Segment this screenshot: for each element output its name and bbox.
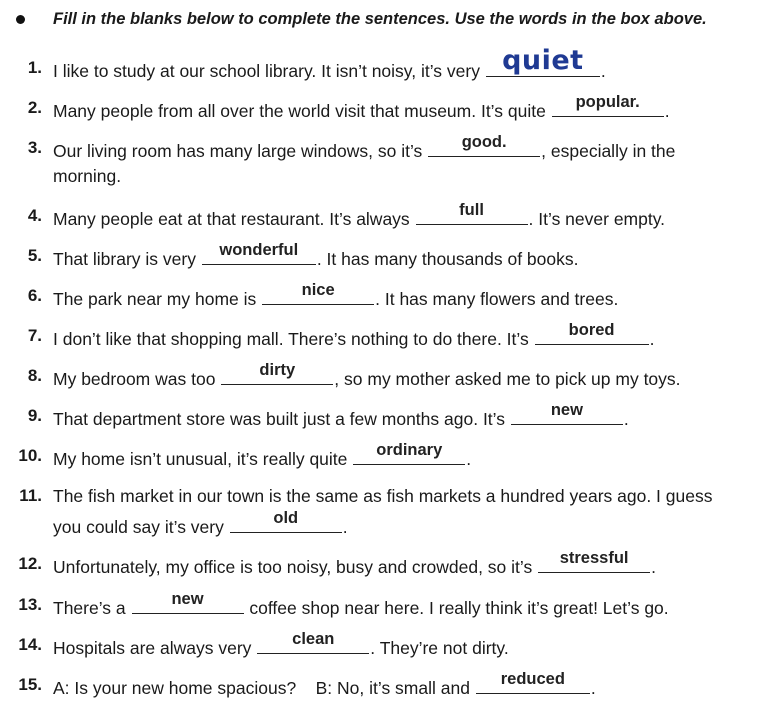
sentence-text: That department store was built just a few months ago. It’s: [53, 409, 510, 429]
question-1: [0, 45, 781, 82]
bullet-icon: [16, 15, 25, 24]
answer-text: wonderful: [219, 241, 299, 259]
sentence-text: . It has many flowers and trees.: [375, 289, 619, 309]
answer-blank[interactable]: [428, 133, 540, 157]
answer-text: old: [273, 509, 299, 527]
sentence-text: The park near my home is: [53, 289, 262, 309]
question-2: [0, 93, 781, 122]
answer-text: bored: [568, 321, 615, 339]
sentence-text: .: [623, 409, 629, 429]
answer-text: dirty: [259, 361, 296, 379]
question-number: 1.: [27, 58, 42, 77]
question-number: 8.: [27, 366, 42, 385]
answer-blank[interactable]: [257, 630, 369, 654]
answer-text: good.: [461, 133, 507, 151]
answer-text: reduced: [500, 670, 565, 688]
question-number: 2.: [27, 98, 42, 117]
sentence-text: Our living room has many large windows, so it’s: [53, 141, 428, 161]
answer-blank[interactable]: [535, 321, 649, 345]
question-number: 3.: [27, 138, 42, 157]
question-number: 7.: [27, 326, 42, 345]
sentence-text: My bedroom was too: [53, 369, 221, 389]
sentence-text: .: [466, 449, 472, 469]
answer-blank[interactable]: [538, 549, 650, 573]
sentence-text: morning.: [53, 166, 122, 186]
question-12: [0, 549, 781, 578]
question-number: 4.: [27, 206, 42, 225]
instructions: [0, 8, 781, 32]
answer-blank[interactable]: [262, 281, 374, 305]
sentence-text: , so my mother asked me to pick up my toys.: [334, 369, 681, 389]
sentence-text: .: [651, 557, 656, 577]
sentence-text: .: [342, 517, 348, 537]
question-number: 12.: [18, 554, 42, 573]
sentence-text: A: Is your new home spacious? B: No, it’s small and: [53, 678, 475, 698]
instruction-text: Fill in the blanks below to complete the sentences. Use the words in the box above.: [53, 10, 707, 28]
question-number: 13.: [18, 595, 42, 614]
answer-blank[interactable]: [353, 441, 465, 465]
sentence-text: My home isn’t unusual, it’s really quite: [53, 449, 353, 469]
answer-text: new: [550, 401, 583, 419]
sentence-text: I don’t like that shopping mall. There’s nothing to do there. It’s: [53, 329, 534, 349]
question-number: 11.: [19, 486, 42, 505]
answer-blank[interactable]: [132, 590, 244, 614]
answer-blank[interactable]: [221, 361, 333, 385]
question-14: [0, 630, 781, 659]
answer-blank[interactable]: [230, 509, 342, 533]
sentence-text: . It’s never empty.: [528, 209, 666, 229]
question-9: [0, 401, 781, 430]
sentence-text: Unfortunately, my office is too noisy, busy and crowded, so it’s: [53, 557, 538, 577]
question-11: [0, 484, 781, 540]
question-number: 5.: [27, 246, 42, 265]
answer-text: full: [459, 201, 484, 219]
sentence-text: . It has many thousands of books.: [316, 249, 579, 269]
question-8: [0, 361, 781, 390]
question-6: [0, 281, 781, 310]
answer-text: quiet: [502, 45, 584, 76]
question-number: 6.: [27, 286, 42, 305]
sentence-text: .: [664, 101, 670, 121]
question-13: [0, 590, 781, 619]
question-4: [0, 201, 781, 230]
answer-text: popular.: [575, 93, 640, 111]
sentence-text: you could say it’s very: [53, 517, 229, 537]
question-number: 14.: [18, 635, 42, 654]
question-number: 15.: [18, 675, 42, 694]
answer-text: new: [171, 590, 204, 608]
sentence-text: , especially in the: [541, 141, 676, 161]
sentence-text: coffee shop near here. I really think it’s great! Let’s go.: [244, 598, 669, 618]
sentence-text: That library is very: [53, 249, 201, 269]
sentence-text: There’s a: [53, 598, 131, 618]
answer-blank[interactable]: [476, 670, 590, 694]
sentence-text: Many people from all over the world visit that museum. It’s quite: [53, 101, 551, 121]
sentence-text: . They’re not dirty.: [370, 638, 509, 658]
answer-blank[interactable]: [511, 401, 623, 425]
question-10: [0, 441, 781, 470]
question-15: [0, 670, 781, 699]
question-number: 10.: [18, 446, 42, 465]
answer-blank[interactable]: [416, 201, 528, 225]
answer-text: ordinary: [376, 441, 443, 459]
answer-text: clean: [292, 630, 335, 648]
sentence-text: The fish market in our town is the same as fish markets a hundred years ago. I guess: [53, 486, 713, 506]
sentence-text: Hospitals are always very: [53, 638, 257, 658]
question-number: 9.: [27, 406, 42, 425]
answer-blank[interactable]: [202, 241, 316, 265]
answer-text: stressful: [559, 549, 629, 567]
sentence-text: .: [590, 678, 596, 698]
answer-blank[interactable]: [552, 93, 664, 117]
sentence-text: .: [600, 61, 606, 81]
question-3: [0, 133, 781, 192]
answer-text: nice: [301, 281, 335, 299]
sentence-text: I like to study at our school library. It isn’t noisy, it’s very: [53, 61, 485, 81]
sentence-text: Many people eat at that restaurant. It’s always: [53, 209, 415, 229]
question-5: [0, 241, 781, 270]
sentence-text: .: [649, 329, 655, 349]
answer-blank[interactable]: [486, 45, 600, 77]
question-7: [0, 321, 781, 350]
